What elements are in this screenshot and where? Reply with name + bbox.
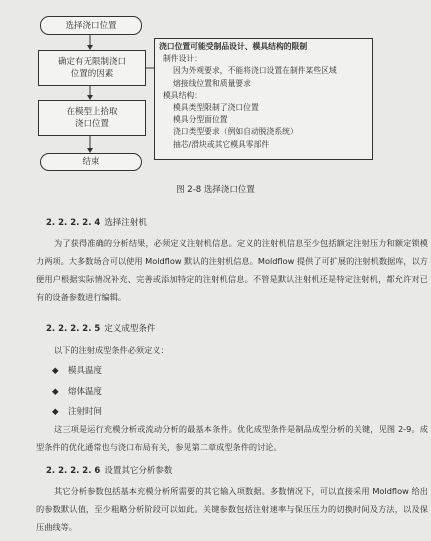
note-title: 浇口位置可能受制品设计、模具结构的限制	[159, 42, 308, 51]
flowchart-end-label: 结束	[82, 157, 100, 167]
bullet-text: 注射时间	[68, 407, 103, 417]
paragraph-intro	[54, 341, 431, 359]
flowchart-step-restrictions	[38, 50, 146, 86]
note-line: 模具分型面位置	[173, 115, 228, 125]
section-number: 2. 2. 2. 2. 4	[46, 218, 101, 228]
flowchart-step2-line2: 浇口位置	[74, 119, 109, 129]
paragraph	[36, 420, 428, 456]
bullet-glyph: ◆	[52, 407, 59, 417]
bullet-item	[52, 385, 102, 397]
flowchart-start-label: 选择浇口位置	[65, 20, 117, 31]
note-line: 熔接线位置和质量要求	[173, 78, 251, 88]
note-line: 浇口类型要求（例如自动脱浇系统）	[173, 127, 298, 137]
note-line: 制件设计：	[163, 54, 202, 64]
section-heading-6	[46, 464, 172, 476]
section-title: 定义成型条件	[104, 324, 156, 334]
bullet-item	[52, 405, 102, 417]
flowchart-note	[154, 38, 373, 160]
section-number: 2. 2. 2. 2. 5	[46, 324, 101, 334]
bullet-text: 模具温度	[68, 366, 103, 376]
note-line: 模具类型限制了浇口位置	[173, 103, 259, 113]
flowchart-start	[40, 16, 142, 35]
note-line: 模具结构：	[163, 90, 202, 100]
flowchart-step1-line1: 确定有无限制浇口	[57, 57, 126, 67]
bullet-glyph: ◆	[52, 366, 59, 376]
bullet-glyph: ◆	[52, 387, 59, 397]
bullet-text: 熔体温度	[68, 387, 103, 397]
paragraph-text: 为了获得准确的分析结果，必须定义注射机信息。定义的注射机信息至少包括额定注射压力和额定锁模力两项。大多数场合可以使用 Moldflow 默认的注射机信息。Moldflow 提供了可扩展的注射机数据库，以方便用户根据实际情况补充、完善或添加特定的注射机信息。不管是默认注射机还是特定注射机，都允许对已有的设备参数进行编辑。	[36, 238, 428, 302]
section-number: 2. 2. 2. 2. 6	[46, 466, 101, 476]
section-title: 选择注射机	[104, 218, 147, 228]
note-line: 因为外观要求，不能将浇口设置在制件某些区域	[173, 66, 337, 76]
section-heading-4	[46, 216, 147, 228]
paragraph-text: 这三项是运行充模分析或流动分析的最基本条件。优化成型条件是制品成型分析的关键，见图 2-9。成型条件的优化通常也与浇口布局有关，参见第二章成型条件的讨论。	[36, 424, 428, 452]
note-line: 抽芯/滑块或其它模具零部件	[173, 139, 270, 149]
paragraph-text: 以下的注射成型条件必须定义：	[54, 345, 169, 355]
paragraph	[36, 234, 428, 306]
bullet-item	[52, 364, 102, 376]
flowchart-step-pick-gate	[38, 100, 146, 136]
flowchart-step2-line1: 在模型上拾取	[66, 107, 118, 117]
figure-caption: 图 2-8 选择浇口位置	[176, 185, 255, 195]
flowchart-step1-line2: 位置的因素	[70, 69, 114, 79]
flowchart-end	[40, 153, 142, 171]
paragraph	[36, 482, 428, 536]
section-title: 设置其它分析参数	[104, 466, 173, 476]
section-heading-5	[46, 322, 155, 334]
paragraph-text: 其它分析参数包括基本充模分析所需要的其它输入项数据。多数情况下，可以直接采用 Moldflow 给出的参数默认值，至少粗略分析阶段可以如此。关键参数包括注射速率与保压压力的切换时间及方法，以及保压曲线等。	[36, 486, 428, 532]
